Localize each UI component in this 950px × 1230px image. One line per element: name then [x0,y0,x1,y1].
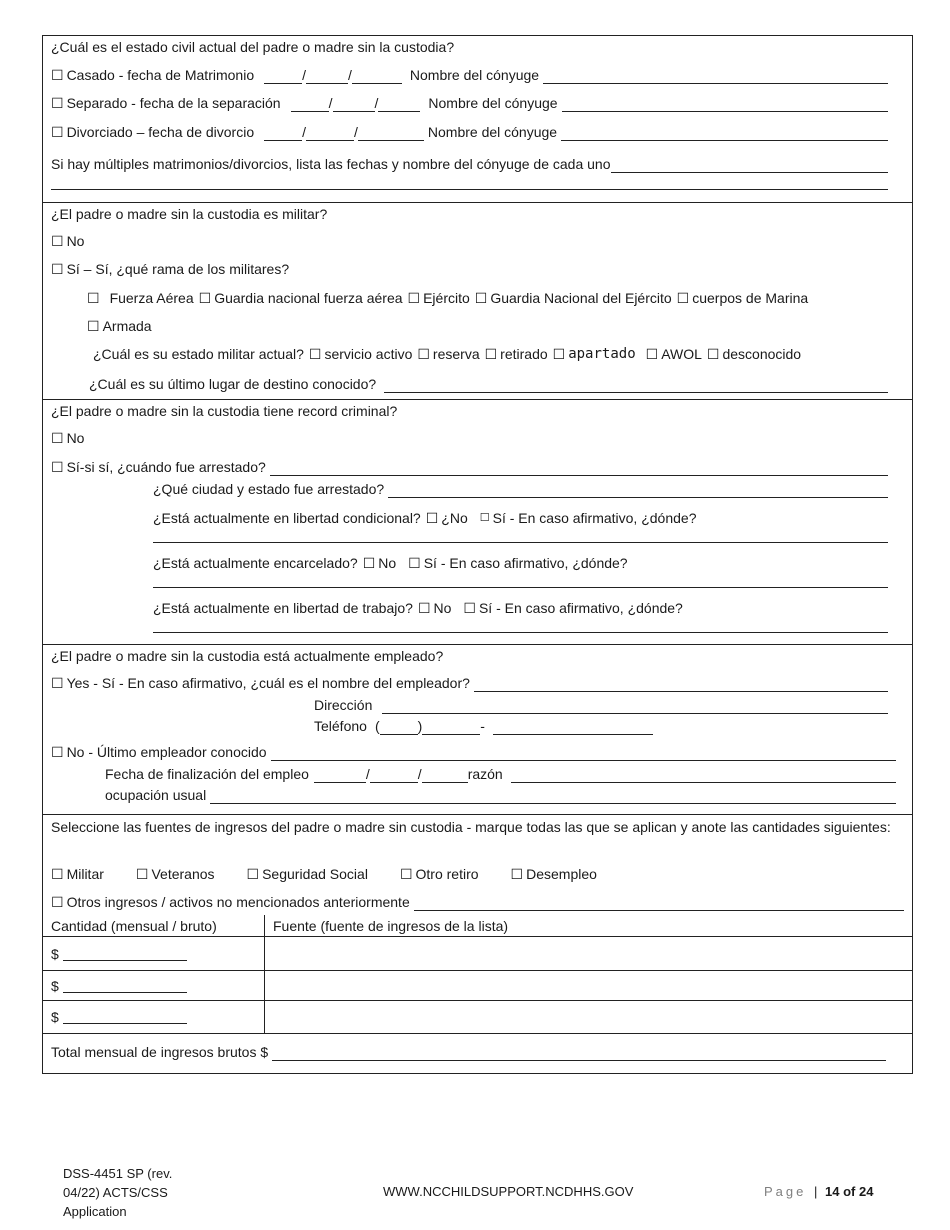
phone-area-open: ( [374,718,380,734]
jail-where-line[interactable] [153,587,888,588]
separated-row: ☐ Separado - fecha de la separación / / Nombre del cónyuge [51,92,888,112]
separated-date-month[interactable] [291,98,329,112]
multiple-marriages-row [51,153,888,173]
status-active-label: servicio activo [324,346,413,362]
work-release-no-checkbox[interactable]: ☐ [417,600,431,616]
branch-marines-checkbox[interactable]: ☐ [676,290,690,306]
source-input-1[interactable] [265,937,912,970]
separated-spouse-input[interactable] [562,98,888,112]
jail-yes-checkbox[interactable]: ☐ [408,555,421,571]
jail-no-label: No [378,555,397,571]
military-yes-checkbox[interactable]: ☐ [51,261,64,277]
arrested-when-input[interactable] [270,462,888,476]
footer-page-number [764,1183,873,1201]
employer-name-row [51,672,888,692]
multiple-marriages-input[interactable] [611,159,888,173]
source-military-checkbox[interactable]: ☐ [51,866,64,882]
jail-question: ¿Está actualmente encarcelado? [153,555,358,571]
amount-cell [43,937,265,970]
form-id-line-2: 04/22) ACTS/CSS [63,1185,168,1200]
total-income-label: Total mensual de ingresos brutos $ [51,1044,269,1060]
military-yes-label: Sí – Sí, ¿qué rama de los militares? [66,261,290,277]
income-table-header [43,915,912,937]
married-date-year[interactable] [352,70,402,84]
criminal-no-checkbox[interactable]: ☐ [51,430,64,446]
married-date-month[interactable] [264,70,302,84]
employer-address-row [314,694,888,714]
form-id-line-3: Application [63,1204,127,1219]
total-income-row [51,1041,886,1061]
military-status-row [93,343,888,363]
status-reserve-label: reserva [432,346,480,362]
branch-navy-checkbox[interactable]: ☐ [87,318,100,334]
married-spouse-label: Nombre del cónyuge [409,67,540,83]
parole-yes-label: Sí - En caso afirmativo, ¿dónde? [492,510,697,526]
status-separated-checkbox[interactable]: ☐ [552,346,566,362]
col-amount-header: Cantidad (mensual / bruto) [43,915,265,936]
parole-where-line[interactable] [153,542,888,543]
military-no-row [51,230,888,250]
criminal-question: ¿El padre o madre sin la custodia tiene record criminal? [51,403,398,419]
military-no-label: No [66,233,85,249]
end-date-label: Fecha de finalización del empleo [105,766,309,782]
source-veterans-label: Veteranos [151,866,215,882]
divorced-date-year[interactable] [358,127,424,141]
dollar-sign: $ [51,945,59,962]
reason-label: razón [467,766,503,782]
income-section [43,815,912,1073]
arrest-city-label: ¿Qué ciudad y estado fue arrestado? [153,481,385,497]
marital-question: ¿Cuál es el estado civil actual del padre o madre sin la custodia? [51,39,455,55]
occupation-input[interactable] [210,790,896,804]
status-awol-label: AWOL [661,346,702,362]
status-unknown-label: desconocido [722,346,802,362]
employer-phone-row [314,715,888,735]
end-date-row: Fecha de finalización del empleo / / razón [105,763,896,783]
table-row [43,937,912,971]
form-id-line-1: DSS-4451 SP (rev. [63,1166,173,1181]
dollar-sign: $ [51,977,59,994]
reason-input[interactable] [511,769,896,783]
divorced-row: ☐ Divorciado – fecha de divorcio / / Nombre del cónyuge [51,121,888,141]
status-awol-checkbox[interactable]: ☐ [645,346,659,362]
total-income-input[interactable] [272,1047,886,1061]
employment-section [43,645,912,815]
other-income-label: Otros ingresos / activos no mencionados anteriormente [66,894,410,910]
amount-input-1[interactable] [63,947,187,961]
married-label: Casado - fecha de Matrimonio [66,67,255,83]
end-date-year[interactable] [422,769,468,783]
dollar-sign: $ [51,1009,59,1025]
source-other-retirement-label: Otro retiro [415,866,479,882]
branch-air-force-checkbox[interactable]: ☐ [87,290,100,306]
table-row [43,971,912,1001]
amount-input-3[interactable] [63,1010,187,1024]
duty-station-label: ¿Cuál es su último lugar de destino conocido? [89,376,377,392]
military-yes-row [51,258,888,278]
income-intro: Seleccione las fuentes de ingresos del padre o madre sin custodia - marque todas las que se aplican y anote las cantidades siguientes: [51,819,891,835]
arrest-city-input[interactable] [388,484,888,498]
multiple-marriages-line-2[interactable] [51,189,888,190]
phone-area-close: ) [417,718,423,734]
branch-marines-label: cuerpos de Marina [692,290,809,306]
divorced-spouse-input[interactable] [561,127,888,141]
end-date-month[interactable] [314,769,366,783]
branch-navy-label: Armada [102,318,152,334]
status-active-checkbox[interactable]: ☐ [308,346,322,362]
employer-address-input[interactable] [382,700,888,714]
source-social-security-checkbox[interactable]: ☐ [246,866,260,882]
work-release-row [153,597,888,617]
source-military-label: Militar [66,866,104,882]
jail-row [153,552,888,572]
table-row [43,1001,912,1034]
branch-air-force-label: Fuerza Aérea [109,290,194,306]
amount-cell [43,1001,265,1033]
source-input-2[interactable] [265,971,912,1000]
employer-name-input[interactable] [474,678,888,692]
criminal-section [43,400,912,645]
amount-input-2[interactable] [63,979,187,993]
status-retired-checkbox[interactable]: ☐ [484,346,498,362]
divorced-date-month[interactable] [264,127,302,141]
military-status-question: ¿Cuál es su estado militar actual? [93,346,304,362]
military-no-checkbox[interactable]: ☐ [51,233,64,249]
jail-no-checkbox[interactable]: ☐ [362,555,376,571]
married-date-day[interactable] [306,70,348,84]
arrest-city-row [153,478,888,498]
source-other-retirement-checkbox[interactable]: ☐ [399,866,413,882]
form-table [42,35,913,1074]
last-employer-row [51,741,896,761]
employer-phone-label: Teléfono [314,718,367,734]
employed-no-checkbox[interactable]: ☐ [51,744,64,760]
married-checkbox[interactable]: ☐ [51,67,64,83]
parole-row [153,507,888,527]
amount-cell [43,971,265,1000]
separated-checkbox[interactable]: ☐ [51,95,64,111]
military-navy-row [87,315,888,335]
page-divider: | [814,1184,818,1199]
end-date-day[interactable] [370,769,418,783]
source-unemployment-label: Desempleo [526,866,597,882]
status-separated-label: apartado [568,346,636,362]
separated-label: Separado - fecha de la separación [66,95,281,111]
military-section [43,203,912,400]
branch-army-guard-checkbox[interactable]: ☐ [474,290,488,306]
jail-yes-label: Sí - En caso afirmativo, ¿dónde? [423,555,628,571]
married-row: ☐ Casado - fecha de Matrimonio / / Nombre del cónyuge [51,64,888,84]
income-sources-row [51,863,888,883]
source-unemployment-checkbox[interactable]: ☐ [510,866,524,882]
page-word: Page [764,1184,807,1199]
footer-form-id [63,1164,172,1221]
phone-dash: - [480,718,485,734]
criminal-yes-checkbox[interactable]: ☐ [51,459,64,475]
other-income-input[interactable] [414,897,904,911]
occupation-label: ocupación usual [105,787,207,803]
married-spouse-input[interactable] [543,70,888,84]
military-question: ¿El padre o madre sin la custodia es militar? [51,206,328,222]
page-num: 14 of 24 [825,1184,874,1199]
parole-no-label: ¿No [441,510,468,526]
divorced-spouse-label: Nombre del cónyuge [427,124,558,140]
source-social-security-label: Seguridad Social [262,866,368,882]
phone-line-input[interactable] [493,721,653,735]
duty-station-row [89,373,888,393]
parole-question: ¿Está actualmente en libertad condicional? [153,510,421,526]
arrested-when-label: Sí-si sí, ¿cuándo fue arrestado? [66,459,266,475]
work-release-where-line[interactable] [153,632,888,633]
branch-air-guard-label: Guardia nacional fuerza aérea [214,290,403,306]
duty-station-input[interactable] [384,379,888,393]
branch-army-guard-label: Guardia Nacional del Ejército [490,290,672,306]
footer-website: WWW.NCCHILDSUPPORT.NCDHHS.GOV [383,1184,634,1199]
last-employer-input[interactable] [271,747,896,761]
phone-prefix-input[interactable] [422,721,480,735]
employer-address-label: Dirección [314,697,373,713]
military-branches-row [87,287,888,307]
divorced-date-day[interactable] [306,127,354,141]
separated-date-day[interactable] [333,98,375,112]
employed-yes-checkbox[interactable]: ☐ [51,675,64,691]
criminal-no-row [51,427,888,447]
criminal-no-label: No [66,430,85,446]
source-other-checkbox[interactable]: ☐ [51,894,64,910]
occupation-row [105,784,896,804]
divorced-label: Divorciado – fecha de divorcio [66,124,255,140]
status-retired-label: retirado [500,346,548,362]
divorced-checkbox[interactable]: ☐ [51,124,64,140]
work-release-no-label: No [433,600,452,616]
separated-date-year[interactable] [378,98,420,112]
income-table [43,915,912,1034]
last-employer-label: No - Último empleador conocido [66,744,267,760]
employer-name-label: Yes - Sí - En caso afirmativo, ¿cuál es el nombre del empleador? [66,675,470,691]
status-unknown-checkbox[interactable]: ☐ [706,346,720,362]
branch-army-label: Ejército [423,290,470,306]
col-source-header: Fuente (fuente de ingresos de la lista) [273,917,509,934]
separated-spouse-label: Nombre del cónyuge [428,95,558,111]
source-veterans-checkbox[interactable]: ☐ [135,866,149,882]
employment-question: ¿El padre o madre sin la custodia está actualmente empleado? [51,648,444,664]
work-release-yes-checkbox[interactable]: ☐ [463,600,476,616]
branch-army-checkbox[interactable]: ☐ [407,290,421,306]
parole-no-checkbox[interactable]: ☐ [425,510,439,526]
status-reserve-checkbox[interactable]: ☐ [417,346,430,362]
parole-yes-checkbox[interactable]: ☐ [479,512,490,524]
phone-area-input[interactable] [380,721,418,735]
branch-air-guard-checkbox[interactable]: ☐ [198,290,212,306]
multiple-marriages-label: Si hay múltiples matrimonios/divorcios, lista las fechas y nombre del cónyuge de cada uno [51,156,611,172]
arrested-when-row [51,456,888,476]
other-income-row [51,891,904,911]
marital-section [43,36,912,203]
work-release-question: ¿Está actualmente en libertad de trabajo? [153,600,413,616]
work-release-yes-label: Sí - En caso afirmativo, ¿dónde? [478,600,683,616]
source-input-3[interactable] [265,1001,912,1033]
